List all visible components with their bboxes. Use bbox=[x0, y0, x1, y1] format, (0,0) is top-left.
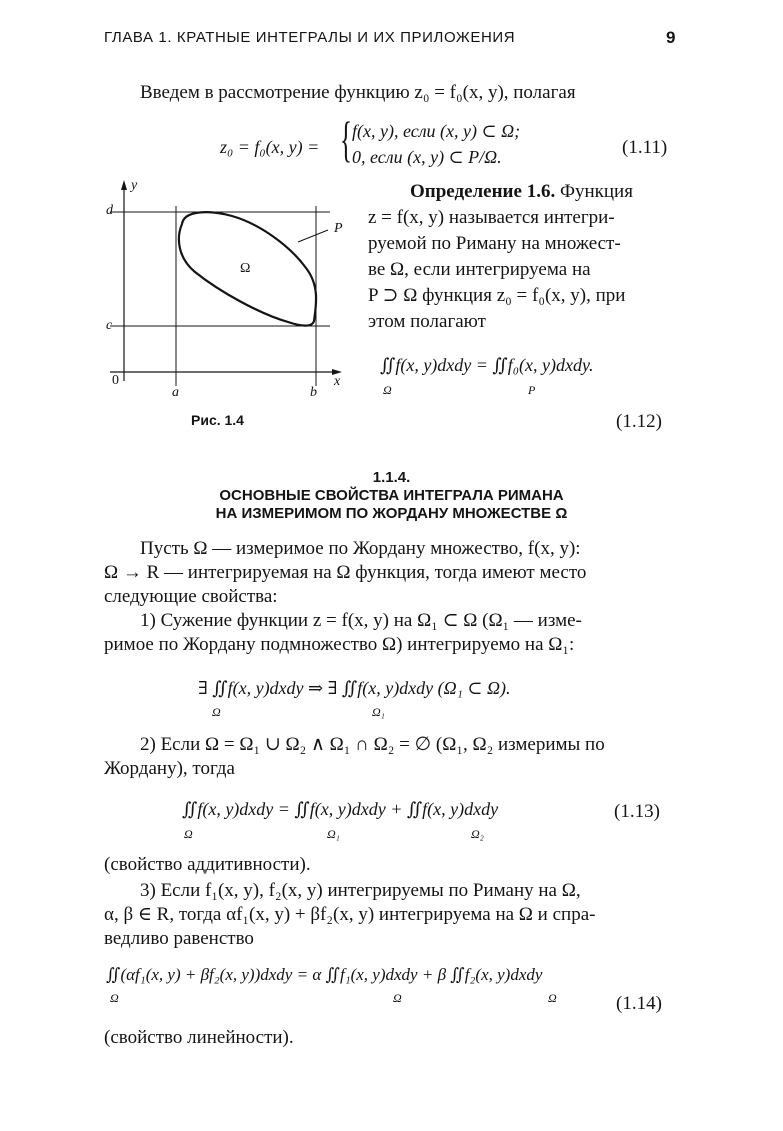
eq-restriction: ∃ ∬f(x, y)dxdy ⇒ ∃ ∬f(x, y)dxdy (Ω₁ ⊂ Ω). bbox=[198, 678, 511, 698]
fig-label-omega: Ω bbox=[240, 261, 251, 276]
para-5-line-2: α, β ∈ R, тогда αf₁(x, y) + βf₂(x, y) интегрируема на Ω и спра- bbox=[104, 904, 596, 925]
eq-1-13-sub-3: Ω₂ bbox=[471, 827, 484, 841]
para-5-line-1: 3) Если f₁(x, y), f₂(x, y) интегрируемы по Риману на Ω, bbox=[140, 880, 581, 901]
eq-1-14-number: (1.14) bbox=[616, 993, 662, 1014]
y-axis-arrow bbox=[121, 180, 127, 190]
eq-1-14-formula: ∬(αf₁(x, y) + βf₂(x, y))dxdy = α ∬f₁(x, y)dxdy + β ∬f₂(x, y)dxdy bbox=[106, 965, 543, 984]
definition-line-1-rest: Функция bbox=[559, 181, 633, 202]
para-2-line-1: 1) Сужение функции z = f(x, y) на Ω₁ ⊂ Ω (Ω₁ — изме- bbox=[140, 610, 582, 631]
section-number: 1.1.4. bbox=[372, 469, 411, 486]
intro-line: Введем в рассмотрение функцию z₀ = f₀(x, y), полагая bbox=[140, 82, 576, 103]
figure-1-4 bbox=[100, 176, 350, 406]
section-title-line-1: ОСНОВНЫЕ СВОЙСТВА ИНТЕГРАЛА РИМАНА bbox=[219, 487, 564, 504]
running-title: ГЛАВА 1. КРАТНЫЕ ИНТЕГРАЛЫ И ИХ ПРИЛОЖЕНИЯ bbox=[104, 29, 516, 46]
fig-label-b: b bbox=[310, 385, 317, 400]
eq-1-12-sub-left: Ω bbox=[383, 383, 392, 397]
eq-restriction-sub-1: Ω bbox=[212, 705, 221, 719]
definition-line-2: z = f(x, y) называется интегри- bbox=[368, 207, 615, 228]
eq-1-14-sub-2: Ω bbox=[393, 991, 402, 1005]
para-6: (свойство линейности). bbox=[104, 1027, 294, 1048]
eq-1-12-formula: ∬f(x, y)dxdy = ∬f₀(x, y)dxdy. bbox=[380, 355, 594, 375]
fig-label-y: y bbox=[131, 178, 138, 193]
para-1-line-2: Ω → R — интегрируемая на Ω функция, тогда имеют место bbox=[104, 562, 587, 583]
fig-label-0: 0 bbox=[112, 373, 119, 388]
para-2-line-2: римое по Жордану подмножество Ω) интегрируемо на Ω₁: bbox=[104, 634, 575, 655]
definition-title: Определение 1.6. bbox=[410, 181, 556, 202]
para-3-line-2: Жордану), тогда bbox=[104, 758, 235, 779]
curly-brace: { bbox=[340, 111, 352, 167]
definition-line-4: ве Ω, если интегрируема на bbox=[368, 259, 591, 280]
fig-label-c: c bbox=[106, 318, 113, 333]
fig-label-x: x bbox=[334, 374, 341, 389]
fig-label-a: a bbox=[172, 385, 179, 400]
para-3-line-1: 2) Если Ω = Ω₁ ∪ Ω₂ ∧ Ω₁ ∩ Ω₂ = ∅ (Ω₁, Ω₂ измеримы по bbox=[140, 734, 605, 755]
fig-label-d: d bbox=[106, 203, 113, 218]
definition-line-5: P ⊃ Ω функция z₀ = f₀(x, y), при bbox=[368, 285, 626, 306]
eq-1-13-number: (1.13) bbox=[614, 801, 660, 822]
section-title-line-2: НА ИЗМЕРИМОМ ПО ЖОРДАНУ МНОЖЕСТВЕ Ω bbox=[215, 505, 568, 522]
eq-1-14-sub-1: Ω bbox=[110, 991, 119, 1005]
figure-caption: Рис. 1.4 bbox=[191, 412, 244, 428]
para-5-line-3: ведливо равенство bbox=[104, 928, 254, 949]
definition-line-6: этом полагают bbox=[368, 311, 486, 332]
eq-1-13-formula: ∬f(x, y)dxdy = ∬f(x, y)dxdy + ∬f(x, y)dxdy bbox=[182, 799, 499, 819]
eq-restriction-sub-2: Ω₁ bbox=[372, 705, 385, 719]
definition-line-3: руемой по Риману на множест- bbox=[368, 233, 621, 254]
eq-1-11-lhs: z₀ = f₀(x, y) = bbox=[220, 137, 320, 157]
eq-1-12-number: (1.12) bbox=[616, 411, 662, 432]
eq-1-12-sub-right: P bbox=[528, 383, 536, 397]
fig-label-p: P bbox=[334, 221, 343, 236]
para-1-line-3: следующие свойства: bbox=[104, 586, 278, 607]
eq-1-13-sub-2: Ω₁ bbox=[327, 827, 340, 841]
eq-1-13-sub-1: Ω bbox=[184, 827, 193, 841]
eq-1-11-number: (1.11) bbox=[622, 137, 668, 158]
eq-1-14-sub-3: Ω bbox=[548, 991, 557, 1005]
eq-1-11-case1: f(x, y), если (x, y) ⊂ Ω; bbox=[352, 121, 521, 141]
page-number: 9 bbox=[666, 28, 676, 47]
p-leader-line bbox=[298, 230, 328, 242]
para-4: (свойство аддитивности). bbox=[104, 854, 311, 875]
definition-line-1 bbox=[410, 182, 633, 201]
eq-1-11-case2: 0, если (x, y) ⊂ P/Ω. bbox=[352, 147, 502, 167]
para-1-line-1: Пусть Ω — измеримое по Жордану множество, f(x, y): bbox=[140, 538, 581, 559]
